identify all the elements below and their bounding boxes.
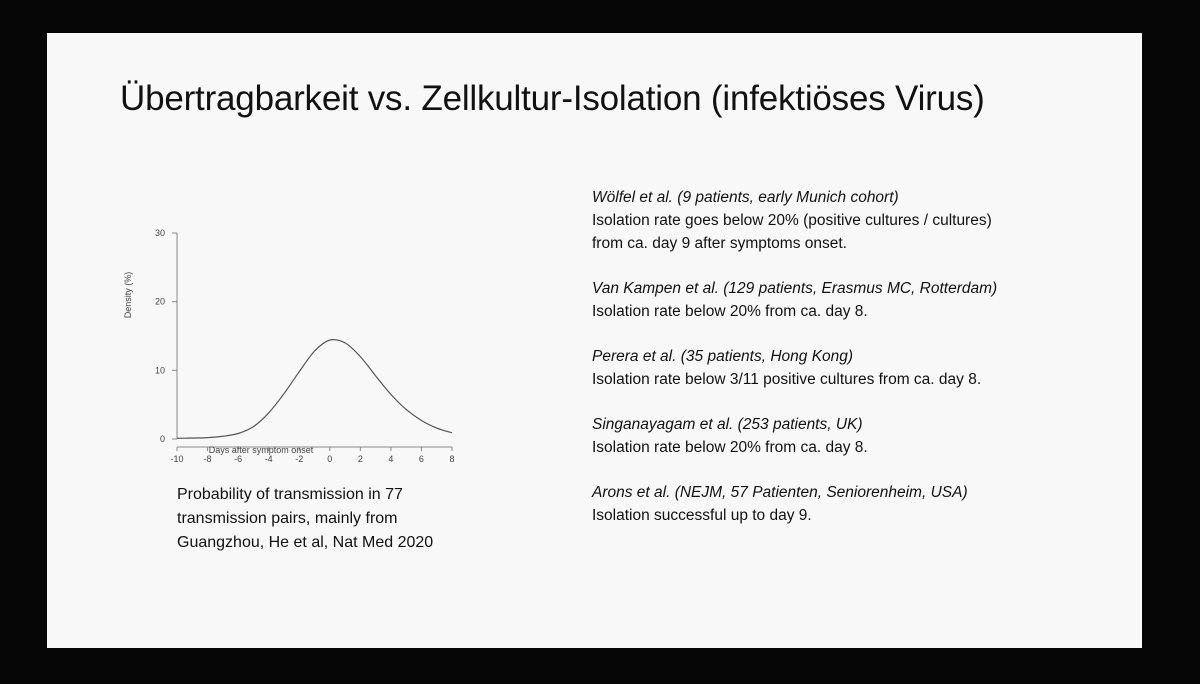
x-tick-label: 2 [357,454,363,463]
x-tick-label: -2 [295,454,304,463]
series-line [177,340,452,439]
reference-citation: Arons et al. (NEJM, 57 Patienten, Seniorenheim, USA) [592,484,968,501]
chart-caption [177,483,497,555]
caption-line: Probability of transmission in 77 [177,486,403,503]
x-tick-label: 4 [388,454,394,463]
y-tick-label: 10 [154,365,165,376]
x-tick-label: -6 [234,454,243,463]
reference-citation: Perera et al. (35 patients, Hong Kong) [592,348,854,365]
caption-line: Guangzhou, He et al, Nat Med 2020 [177,534,434,551]
y-axis [155,228,177,444]
y-tick-label: 0 [159,434,165,444]
x-tick-label: -4 [264,454,273,463]
y-tick-label: 20 [154,296,165,307]
reference-finding: Isolation rate goes below 20% (positive cultures / cultures) [592,212,992,229]
slide [47,33,1142,648]
reference-finding: from ca. day 9 after symptoms onset. [592,235,847,252]
reference-citation: Van Kampen et al. (129 patients, Erasmus MC, Rotterdam) [592,280,998,297]
x-tick-label: 8 [449,454,455,463]
x-axis-label: Days after symptom onset [208,445,314,455]
reference-item-perera [592,345,1112,391]
y-tick-label: 30 [154,228,165,238]
slide-title: Übertragbarkeit vs. Zellkultur-Isolation (infektiöses Virus) [120,79,985,118]
reference-item-van-kampen [592,277,1112,323]
reference-citation: Wölfel et al. (9 patients, early Munich cohort) [592,189,899,206]
infectiousness-chart [117,188,467,463]
reference-list [592,186,1112,549]
y-axis-label: Density (%) [123,271,133,319]
x-tick-label: 0 [327,454,333,463]
series-group [177,340,452,439]
reference-finding: Isolation rate below 20% from ca. day 8. [592,439,868,456]
chart-svg [117,188,467,463]
reference-finding: Isolation successful up to day 9. [592,507,812,524]
reference-item-arons [592,481,1112,527]
x-tick-label: -10 [170,454,184,463]
x-tick-label: -8 [203,454,212,463]
reference-citation: Singanayagam et al. (253 patients, UK) [592,416,863,433]
reference-finding: Isolation rate below 3/11 positive cultures from ca. day 8. [592,371,982,388]
reference-item-singanayagam [592,413,1112,459]
reference-item-woelfel [592,186,1112,255]
caption-line: transmission pairs, mainly from [177,510,398,527]
reference-finding: Isolation rate below 20% from ca. day 8. [592,303,868,320]
x-tick-label: 6 [418,454,424,463]
